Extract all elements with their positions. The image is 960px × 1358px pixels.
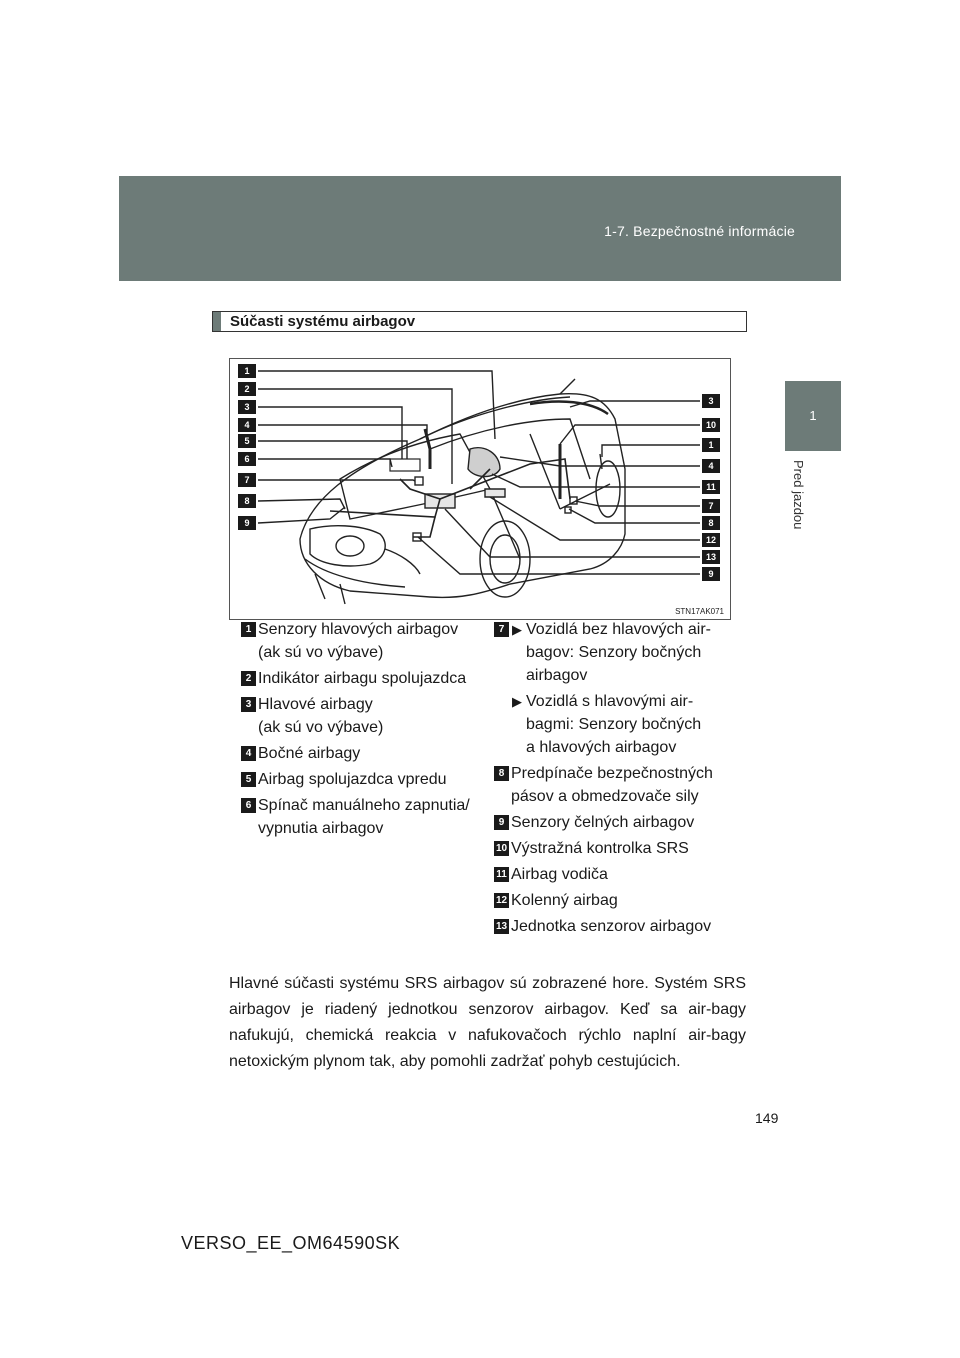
diagram-callout-right: 1: [702, 438, 720, 452]
diagram-callout-left: 8: [238, 494, 256, 508]
triangle-bullet-icon: ▶: [512, 694, 522, 709]
legend-text: pásov a obmedzovače sily: [511, 788, 699, 805]
legend-item: [494, 889, 744, 912]
legend-text: a hlavových airbagov: [526, 739, 677, 756]
diagram-callout-right: 8: [702, 516, 720, 530]
legend-right: [494, 618, 744, 941]
section-title-box: [212, 311, 747, 332]
legend-text: Senzory hlavových airbagov: [258, 621, 459, 638]
diagram-callout-right: 3: [702, 394, 720, 408]
legend-item: [241, 693, 481, 739]
legend-item: [494, 618, 744, 759]
legend-item: [241, 618, 481, 664]
legend-item: [241, 742, 481, 765]
legend-item: [494, 863, 744, 886]
diagram-callout-left: 7: [238, 473, 256, 487]
triangle-bullet-icon: ▶: [512, 622, 522, 637]
diagram-callout-left: 6: [238, 452, 256, 466]
legend-item: [241, 768, 481, 791]
legend-number: 11: [494, 867, 509, 882]
page-number: 149: [755, 1110, 779, 1126]
legend-number: 4: [241, 746, 256, 761]
legend-text: Jednotka senzorov airbagov: [511, 918, 712, 935]
legend-text: Výstražná kontrolka SRS: [511, 840, 689, 857]
legend-text: Airbag vodiča: [511, 866, 608, 883]
legend-item: [494, 837, 744, 860]
section-header-title: 1-7. Bezpečnostné informácie: [604, 223, 795, 239]
legend-text: vypnutia airbagov: [258, 820, 384, 837]
chapter-tab: [785, 381, 841, 451]
diagram-callout-right: 4: [702, 459, 720, 473]
legend-subitem: [494, 690, 744, 759]
legend-text: Hlavové airbagy: [258, 696, 373, 713]
legend-number: 6: [241, 798, 256, 813]
legend-number: 1: [241, 622, 256, 637]
chapter-number: 1: [809, 408, 817, 423]
diagram-callout-left: 9: [238, 516, 256, 530]
legend-text: airbagov: [526, 667, 588, 684]
legend-text: (ak sú vo výbave): [258, 719, 384, 736]
legend-item: [241, 667, 481, 690]
diagram-callout-left: 1: [238, 364, 256, 378]
section-title-bar: [213, 312, 221, 331]
legend-number: 7: [494, 622, 509, 637]
legend-item: [494, 762, 744, 808]
legend-text: Vozidlá bez hlavových air-: [526, 621, 711, 638]
car-illustration: [230, 359, 730, 619]
legend-item: [241, 794, 481, 840]
legend-text: Senzory čelných airbagov: [511, 814, 695, 831]
legend-number: 2: [241, 671, 256, 686]
legend-number: 5: [241, 772, 256, 787]
legend-number: 8: [494, 766, 509, 781]
legend-text: Vozidlá s hlavovými air-: [526, 693, 694, 710]
diagram-callout-right: 7: [702, 499, 720, 513]
diagram-callout-right: 12: [702, 533, 720, 547]
footer-document-code: VERSO_EE_OM64590SK: [181, 1233, 401, 1253]
diagram-callout-right: 11: [702, 480, 720, 494]
legend-text: bagov: Senzory bočných: [526, 644, 702, 661]
legend-number: 3: [241, 697, 256, 712]
diagram-callout-right: 9: [702, 567, 720, 581]
legend-item: [494, 915, 744, 938]
legend-text: bagmi: Senzory bočných: [526, 716, 702, 733]
legend-number: 13: [495, 921, 508, 932]
header-band: [119, 176, 841, 281]
diagram-callout-right: 10: [702, 418, 720, 432]
legend-number: 9: [494, 815, 509, 830]
chapter-label: Pred jazdou: [791, 460, 806, 530]
legend-text: Kolenný airbag: [511, 892, 618, 909]
section-title: Súčasti systému airbagov: [230, 313, 416, 330]
diagram-callout-right: 13: [702, 550, 720, 564]
legend-text: Indikátor airbagu spolujazdca: [258, 670, 467, 687]
legend-item: [494, 811, 744, 834]
legend-left: [241, 618, 481, 843]
legend-number: 12: [495, 895, 508, 906]
diagram-callout-left: 3: [238, 400, 256, 414]
airbag-diagram: [229, 358, 731, 620]
legend-text: (ak sú vo výbave): [258, 644, 384, 661]
legend-text: Airbag spolujazdca vpredu: [258, 771, 447, 788]
legend-text: Predpínače bezpečnostných: [511, 765, 713, 782]
diagram-callout-left: 2: [238, 382, 256, 396]
diagram-callout-left: 4: [238, 418, 256, 432]
diagram-callout-left: 5: [238, 434, 256, 448]
body-paragraph: Hlavné súčasti systému SRS airbagov sú zobrazené hore. Systém SRS airbagov je riadený jednotkou senzorov airbagov. Keď sa air-bagy nafukujú, chemická reakcia v nafukovačoch rýchlo naplní air-bagy netoxickým plynom tak, aby pomohli zadržať pohyb cestujúcich.: [229, 975, 746, 1070]
legend-text: Spínač manuálneho zapnutia/: [258, 797, 470, 814]
legend-text: Bočné airbagy: [258, 745, 361, 762]
diagram-code: STN17AK071: [675, 607, 724, 616]
legend-number: 10: [495, 843, 508, 854]
